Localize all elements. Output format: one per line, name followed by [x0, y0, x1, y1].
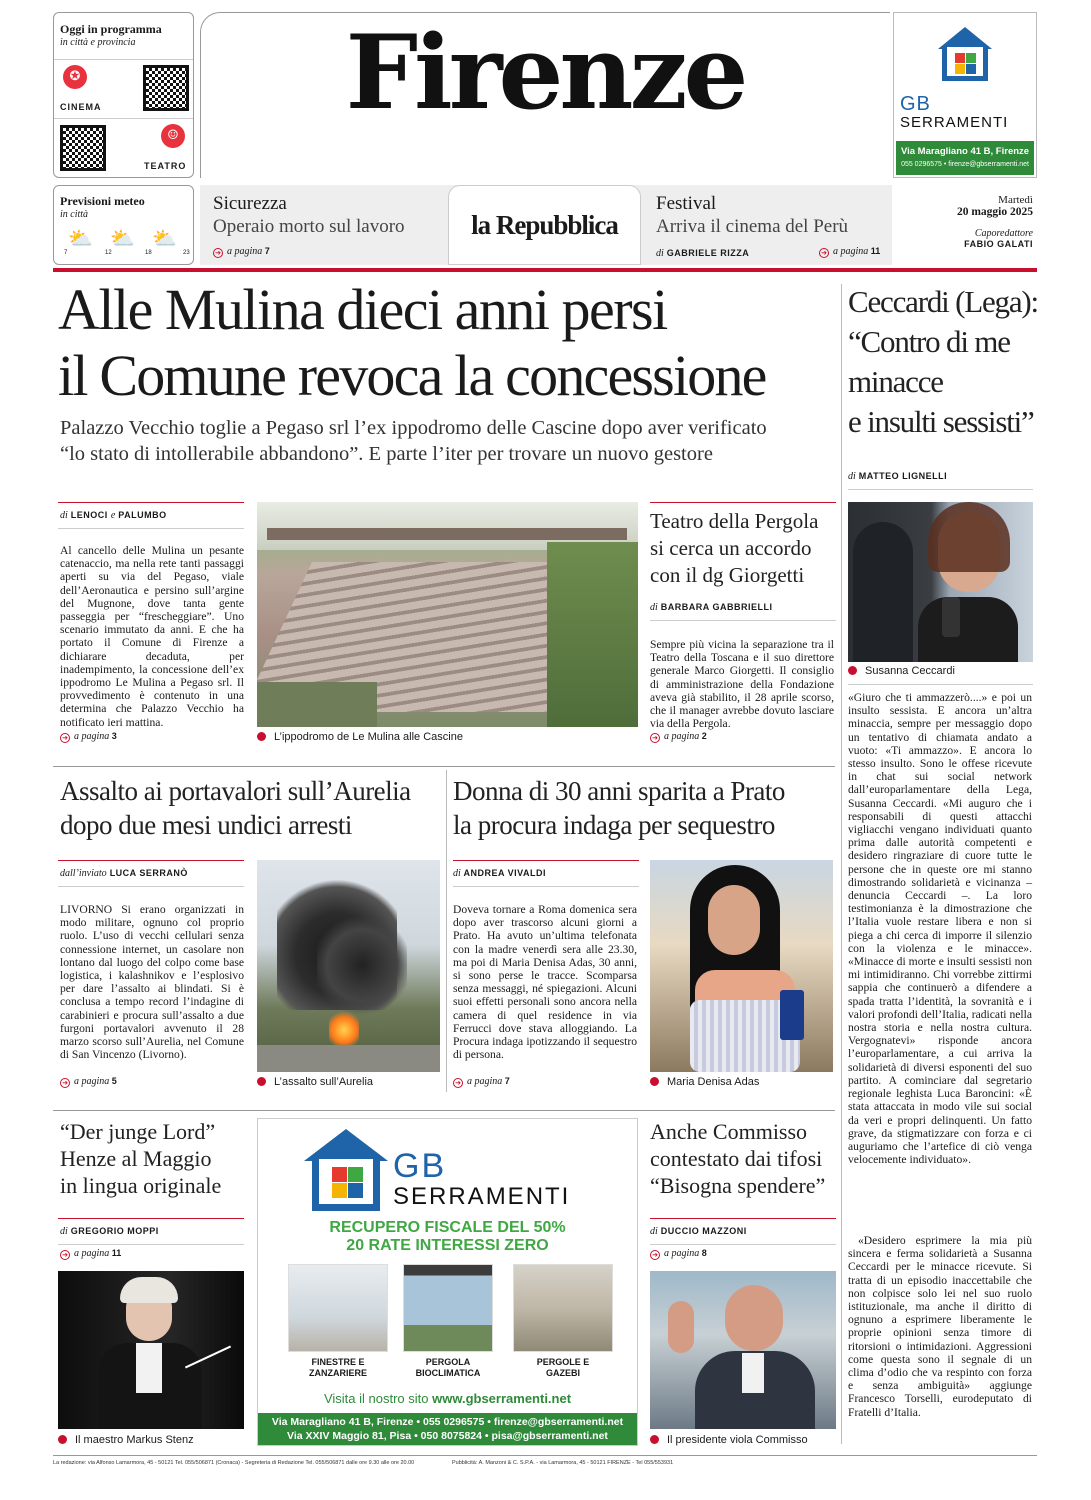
editor-role: Caporedattore — [974, 228, 1033, 239]
gb-serramenti-advertisement[interactable] — [257, 1118, 638, 1446]
program-subtitle: in città e provincia — [60, 37, 136, 48]
assalto-headline: Assalto ai portavalori sull’Aurelia dopo due mesi undici arresti — [60, 776, 411, 840]
teaser-kicker: Festival — [656, 193, 717, 214]
prato-byline: di ANDREA VIVALDI — [453, 868, 546, 879]
teaser-title: Arriva il cinema del Perù — [656, 216, 849, 237]
masthead-title: Firenze — [345, 13, 745, 133]
arrow-right-icon: ➔ — [213, 248, 223, 258]
markus-stenz-photo — [58, 1271, 244, 1429]
teatro-qr-code[interactable] — [60, 125, 106, 171]
assalto-page-ref[interactable]: ➔ a pagina 5 — [60, 1076, 117, 1088]
teaser-byline: di GABRIELE RIZZA — [656, 248, 750, 259]
markus-stenz-caption: Il maestro Markus Stenz — [58, 1434, 194, 1446]
lead-byline: di LENOCI e PALUMBO — [60, 510, 167, 521]
prato-body: Doveva tornare a Roma domenica sera dopo aver trascorso alcuni giorni a Prato. Ha avuto un’ultima telefonata con la madre venerdì sera alle 23.30, ma poi di Maria Denisa Adas, 30 anni, si sono perse le tracce. Scomparsa senza messaggi, né spiegazioni. Alcuni suoi effetti personali sono ancora nella camera di quel residence in via Ferrucci dove stava alloggiando. La Procura indaga ipotizzando il sequestro di persona. — [453, 903, 637, 1062]
weather-hour-4: 23 — [183, 250, 190, 256]
ad-product-2: PERGOLA BIOCLIMATICA — [415, 1357, 481, 1378]
teaser-festival[interactable] — [644, 185, 889, 265]
teatro-label: TEATRO — [144, 161, 187, 171]
teaser-title: Operaio morto sul lavoro — [213, 216, 405, 237]
ad-address-2: Via XXIV Maggio 81, Pisa • 050 8075824 • pisa@gbserramenti.net — [287, 1430, 608, 1442]
top-advertisement[interactable] — [893, 12, 1037, 178]
ceccardi-body-1: «Giuro che ti ammazzerò....» e poi un insulto sessista. E ancora un’altra minaccia, sempre per messaggio dopo un tentativo di chiamata andato a vuoto: «Ti ammazzo». E ancora lo stesso insulto. Sono le offese ricevute in chat sui social network dall’europarlamentare della Lega, Susanna Ceccardi. «Mi auguro che i responsabili di questi attacchi vigliacchi vengano individuati quanto prima dalle autorità competenti e desidero ringraziare di cuore tutte le persone che in queste ore mi stanno dimostrando solidarietà e vicinanza – denuncia Ceccardi –. La loro testimonianza è la dimostrazione che l’Italia vuole restare libera e non si piega a chi cerca di imporre il silenzio con la violenza e le minacce». «Minacce di morte e insulti sessisti non mi intimidiranno. Chi vorrebbe zittirmi sappia che continuerò a difendere a spada tratta l’identità, la sovranità e i valori profondi dell’Italia, radicati nella nostra storia e nella nostra cultura. Vergognatevi» risponde ancora l’europarlamentare, a cui arriva la solidarietà di diversi esponenti del suo partito. A cominciare dal segretario regionale leghista Luca Baroncini: «È stata attaccata in modo vile sui social da veri e propri delinquenti. Un fatto grave, da stigmatizzare con forza e ci auguriamo che l’artefice di ciò venga velocemente individuato». — [848, 691, 1032, 1167]
arrow-right-icon: ➔ — [453, 1078, 463, 1088]
assalto-body: LIVORNO Si erano organizzati in modo militare, ognuno col proprio ruolo. L’uso di vecchi cellulari senza connessione internet, un casolare non lontano dal luogo del colpo come base logistica, i kalashnikov e l’esplosivo per dare l’assalto ai blindati. Si è conclusa a tempo record l’indagine di carabinieri e procura sull’assalto a due furgoni portavalori avvenuto il 28 marzo scorso sull’Aurelia, nel Comune di San Vincenzo (Livorno). — [60, 903, 244, 1062]
footer-pubblicita: Pubblicità: A. Manzoni & C. S.P.A. - via Lamarmora, 45 - 50121 FIRENZE - Tel 055/553931 — [452, 1460, 674, 1466]
program-box — [53, 12, 194, 178]
house-logo-icon — [934, 27, 996, 83]
ceccardi-headline: Ceccardi (Lega): “Contro di me minacce e insulti sessisti” — [848, 284, 1038, 439]
weather-box — [53, 185, 194, 265]
dateline — [892, 185, 1037, 265]
arrow-right-icon: ➔ — [650, 733, 660, 743]
ippodromo-caption: L’ippodromo de Le Mulina alle Cascine — [257, 731, 463, 743]
program-title: Oggi in programma — [60, 22, 162, 36]
la-repubblica-logo: la Repubblica — [471, 210, 618, 240]
maria-denisa-caption: Maria Denisa Adas — [650, 1076, 759, 1088]
ad-brand-serramenti: SERRAMENTI — [393, 1183, 571, 1210]
ceccardi-photo — [848, 502, 1033, 662]
house-logo-icon — [300, 1129, 392, 1211]
teaser-page-ref: ➔ a pagina 7 — [213, 246, 270, 258]
top-ad-contacts: 055 0296575 • firenze@gbserramenti.net — [901, 161, 1029, 168]
aurelia-fire-photo — [257, 860, 440, 1072]
weather-subtitle: in città — [60, 209, 89, 220]
lead-deck-1: Palazzo Vecchio toglie a Pegaso srl l’ex ippodromo delle Cascine dopo aver verificato — [60, 417, 767, 439]
ad-address-1: Via Maragliano 41 B, Firenze • 055 0296575 • firenze@gbserramenti.net — [271, 1416, 624, 1428]
lead-body: Al cancello delle Mulina un pesante catenaccio, ma nella rete tanti passaggi aperti su via del Pegaso, viale dell’Aeronautica e persino sull’argine del Mugnone, dove tanta gente passeggia per “frescheggiare”. Uno scenario immutato da anni. E che ha portato il Comune di Firenze a dichiarare decaduta, per inadempimento, la concessione dell’ex ippodromo Le Mulina a Pegaso srl. Il provvedimento è contenuto in una determina che Palazzo Vecchio ha notificato ieri mattina. — [60, 544, 244, 729]
prato-headline: Donna di 30 anni sparita a Prato la procura indaga per sequestro — [453, 776, 785, 840]
cinema-qr-code[interactable] — [143, 65, 189, 111]
arrow-right-icon: ➔ — [60, 1250, 70, 1260]
republica-logo-box — [448, 185, 641, 265]
top-ad-address: Via Maragliano 41 B, Firenze — [900, 146, 1030, 157]
ad-promo-2: 20 RATE INTERESSI ZERO — [346, 1237, 549, 1254]
arrow-right-icon: ➔ — [819, 248, 829, 258]
top-ad-brand-serramenti: SERRAMENTI — [900, 114, 1009, 131]
ceccardi-caption: Susanna Ceccardi — [848, 665, 955, 677]
lead-page-ref[interactable]: ➔ a pagina 3 — [60, 731, 117, 743]
ceccardi-body-2: «Desidero esprimere la mia più sincera e ferma solidarietà a Susanna Ceccardi per le minacce ricevute. Si tratta di un episodio inaccettabile che non colpisce solo lei nel suo ruolo istituzionale, ma anche il diritto di ognuno a esprimere liberamente le proprie opinioni senza timore di ritorsioni o intimidazioni. Aggressioni come questa sono il segnale di un clima d’odio che va respinto con forza e senza ambiguità» aggiunge Francesco Torselli, eurodeputato di Fratelli d’Italia. — [848, 1234, 1032, 1419]
ippodromo-photo — [257, 502, 638, 727]
date-day: Martedì — [998, 194, 1033, 206]
teaser-kicker: Sicurezza — [213, 193, 287, 214]
weather-hour-2: 12 — [105, 250, 112, 256]
lead-deck-2: “lo stato di intollerabile abbandono”. E parte l’iter per trovare un nuovo gestore — [60, 443, 713, 465]
assalto-byline: dall’inviato LUCA SERRANÒ — [60, 868, 188, 879]
masthead-rule — [53, 268, 1037, 272]
weather-icon-12: ⛅ — [110, 226, 135, 250]
date-full: 20 maggio 2025 — [956, 206, 1033, 218]
ceccardi-byline: di MATTEO LIGNELLI — [848, 471, 948, 482]
ad-product-photo-3 — [513, 1264, 613, 1352]
teaser-sicurezza[interactable] — [200, 185, 445, 265]
weather-hour-1: 7 — [64, 250, 68, 256]
weather-hour-3: 18 — [145, 250, 152, 256]
lord-page-ref[interactable]: ➔ a pagina 11 — [60, 1248, 121, 1260]
weather-icon-18: ⛅ — [152, 226, 177, 250]
top-ad-brand-gb: GB — [900, 93, 931, 115]
prato-page-ref[interactable]: ➔ a pagina 7 — [453, 1076, 510, 1088]
lord-headline: “Der junge Lord” Henze al Maggio in lingua originale — [60, 1119, 222, 1198]
weather-title: Previsioni meteo — [60, 194, 145, 208]
cinema-label: CINEMA — [60, 102, 102, 112]
pergola-body: Sempre più vicina la separazione tra il Teatro della Toscana e il suo direttore generale Marco Giorgetti. Il consiglio di amministrazione della Fondazione aveva già stabilito, il 28 aprile scorso, che il manager avrebbe dovuto lasciare via della Pergola. — [650, 638, 834, 731]
arrow-right-icon: ➔ — [60, 733, 70, 743]
commisso-byline: di DUCCIO MAZZONI — [650, 1226, 747, 1237]
aurelia-caption: L’assalto sull’Aurelia — [257, 1076, 373, 1088]
commisso-photo — [650, 1271, 836, 1429]
ad-website-link[interactable]: www.gbserramenti.net — [432, 1391, 572, 1406]
weather-icon-7: ⛅ — [68, 226, 93, 250]
ad-product-photo-2 — [403, 1264, 493, 1352]
ad-product-3: PERGOLE E GAZEBI — [536, 1357, 590, 1378]
lead-headline-2: il Comune revoca la concessione — [58, 343, 766, 408]
commisso-headline: Anche Commisso contestato dai tifosi “Bisogna spendere” — [650, 1119, 826, 1198]
maria-denisa-photo — [650, 860, 833, 1072]
ad-visit: Visita il nostro sito www.gbserramenti.net — [323, 1391, 572, 1406]
cinema-icon: ✪ — [63, 65, 87, 89]
teaser-page-ref: ➔ a pagina 11 — [819, 246, 880, 258]
lord-byline: di GREGORIO MOPPI — [60, 1226, 159, 1237]
ad-product-photo-1 — [288, 1264, 388, 1352]
commisso-page-ref[interactable]: ➔ a pagina 8 — [650, 1248, 707, 1260]
ad-product-1: FINESTRE E ZANZARIERE — [309, 1357, 367, 1378]
arrow-right-icon: ➔ — [650, 1250, 660, 1260]
pergola-headline: Teatro della Pergola si cerca un accordo con il dg Giorgetti — [650, 509, 819, 587]
theatre-mask-icon: ☺ — [161, 124, 185, 148]
pergola-page-ref[interactable]: ➔ a pagina 2 — [650, 731, 707, 743]
editor-name: FABIO GALATI — [964, 239, 1033, 249]
pergola-byline: di BARBARA GABBRIELLI — [650, 602, 773, 613]
ad-promo-1: RECUPERO FISCALE DEL 50% — [329, 1219, 566, 1236]
lead-headline-1: Alle Mulina dieci anni persi — [58, 277, 667, 342]
arrow-right-icon: ➔ — [60, 1078, 70, 1088]
commisso-caption: Il presidente viola Commisso — [650, 1434, 808, 1446]
ad-brand-gb: GB — [393, 1147, 447, 1185]
footer-redazione: La redazione: via Alfonso Lamarmora, 45 - 50121 Tel. 055/506871 (Cronaca) - Segreteria di Redazione Tel. 055/506871 dalle ore 9.30 alle ore 20.00 — [53, 1460, 415, 1466]
